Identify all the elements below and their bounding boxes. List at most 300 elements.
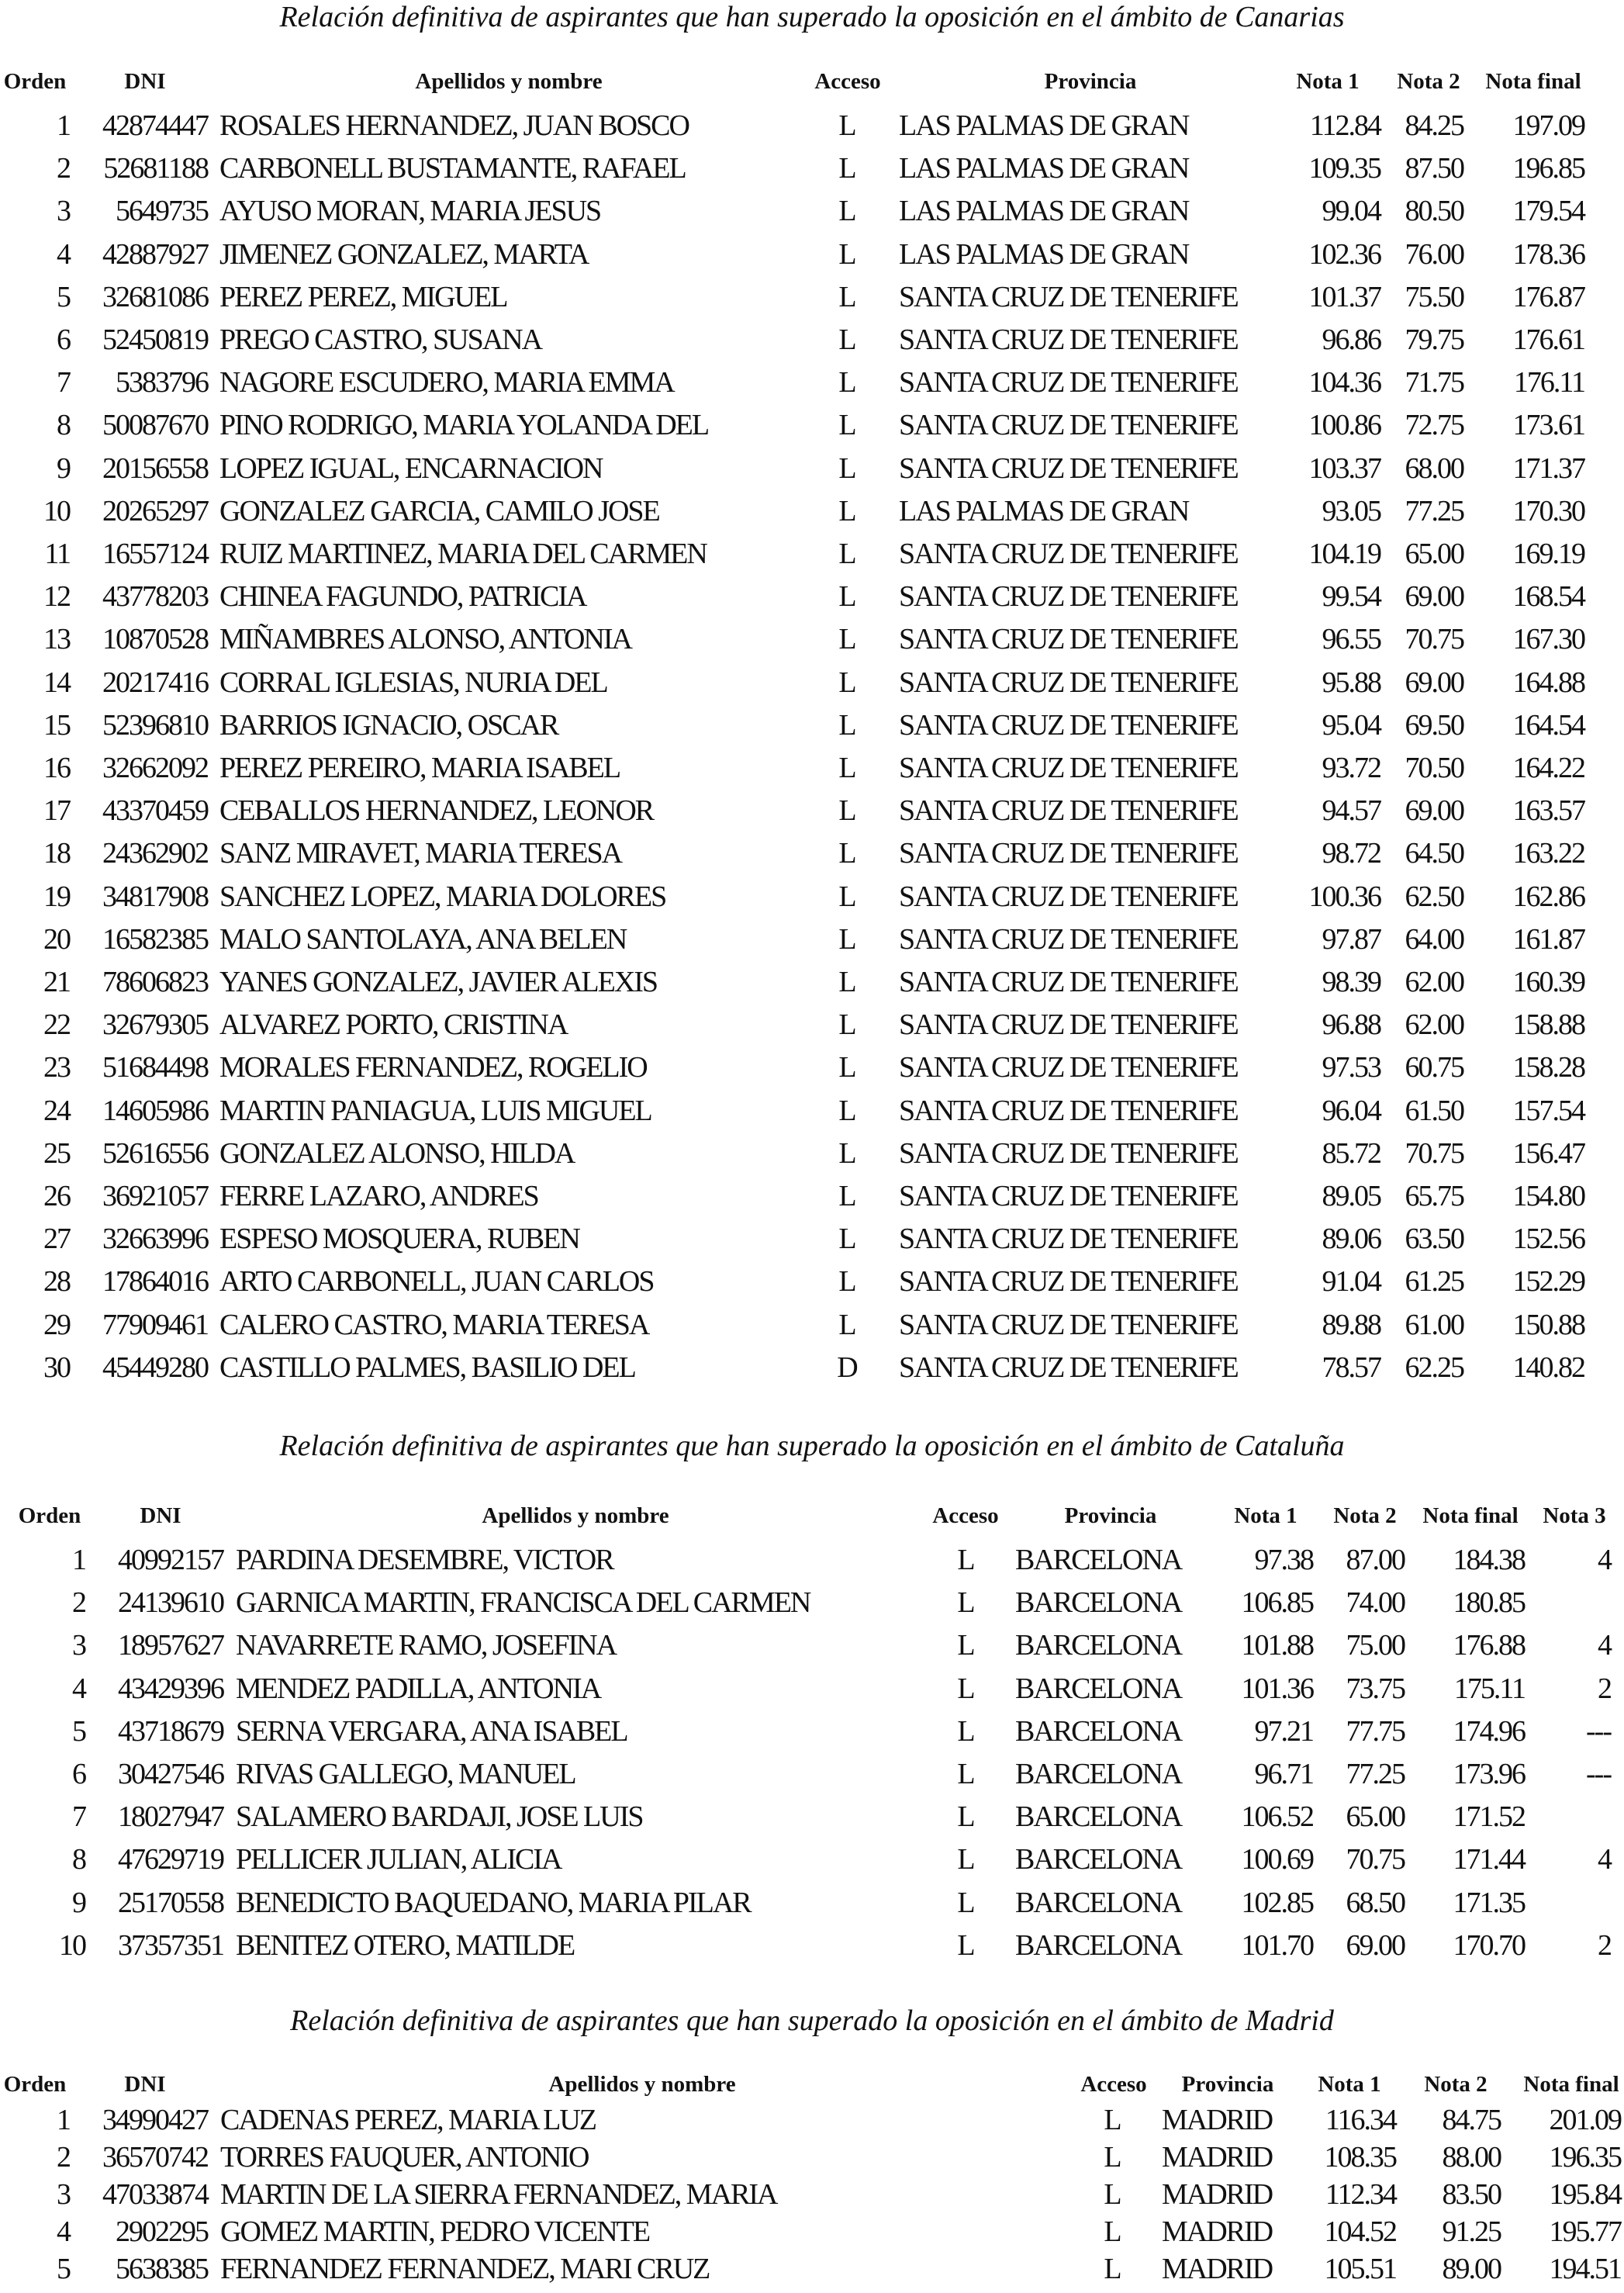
cell-name: GONZALEZ ALONSO, HILDA (219, 1136, 575, 1170)
column-header-nota-1: Nota 1 (1318, 2072, 1381, 2097)
cell-nota-final: 176.61 (1512, 323, 1584, 356)
cell-acceso: L (957, 1672, 974, 1705)
cell-name: ALVAREZ PORTO, CRISTINA (219, 1008, 568, 1042)
cell-nota-final: 160.39 (1512, 966, 1584, 998)
cell-nota-1: 101.36 (1241, 1672, 1313, 1705)
column-header-orden: Orden (18, 1503, 81, 1528)
cell-orden: 12 (43, 580, 70, 614)
cell-nota-final: 169.19 (1512, 538, 1584, 570)
cell-nota-2: 72.75 (1405, 409, 1463, 442)
cell-nota-final: 176.88 (1453, 1629, 1525, 1662)
cell-orden: 10 (43, 494, 70, 527)
cell-acceso: L (838, 538, 855, 570)
cell-nota-final: 158.28 (1512, 1051, 1584, 1084)
cell-orden: 6 (72, 1758, 85, 1790)
cell-nota-final: 152.56 (1512, 1223, 1584, 1256)
cell-nota-1: 78.57 (1322, 1351, 1380, 1384)
cell-dni: 42887927 (102, 237, 208, 271)
cell-nota-2: 79.75 (1405, 323, 1463, 356)
cell-nota-1: 99.04 (1322, 195, 1380, 228)
cell-nota-final: 201.09 (1549, 2104, 1621, 2136)
cell-provincia: SANTA CRUZ DE TENERIFE (899, 1051, 1238, 1084)
column-header-dni: DNI (140, 1503, 181, 1528)
cell-nota-1: 89.05 (1322, 1180, 1380, 1212)
cell-name: CHINEA FAGUNDO, PATRICIA (219, 580, 586, 614)
cell-nota-1: 101.70 (1241, 1928, 1313, 1962)
cell-dni: 47033874 (102, 2178, 208, 2211)
cell-name: SANZ MIRAVET, MARIA TERESA (219, 837, 622, 870)
cell-name: MARTIN DE LA SIERRA FERNANDEZ, MARIA (220, 2178, 777, 2211)
cell-name: JIMENEZ GONZALEZ, MARTA (219, 237, 589, 271)
cell-provincia: LAS PALMAS DE GRAN (899, 109, 1189, 142)
cell-nota-final: 176.11 (1513, 366, 1584, 399)
cell-dni: 47629719 (118, 1843, 223, 1876)
cell-acceso: L (838, 280, 855, 313)
cell-acceso: L (838, 666, 855, 699)
cell-provincia: SANTA CRUZ DE TENERIFE (899, 366, 1238, 399)
cell-nota-1: 104.52 (1324, 2215, 1396, 2248)
cell-nota-3: 2 (1598, 1928, 1611, 1962)
cell-orden: 1 (57, 2104, 70, 2136)
cell-acceso: L (838, 1136, 855, 1170)
cell-nota-1: 104.36 (1308, 366, 1380, 399)
column-header-nota-3: Nota 3 (1543, 1503, 1606, 1528)
cell-name: BENITEZ OTERO, MATILDE (236, 1928, 575, 1962)
cell-orden: 9 (57, 451, 70, 485)
cell-provincia: SANTA CRUZ DE TENERIFE (899, 880, 1238, 913)
cell-nota-final: 157.54 (1512, 1094, 1584, 1127)
cell-dni: 43718679 (118, 1714, 223, 1748)
cell-name: MIÑAMBRES ALONSO, ANTONIA (219, 623, 631, 656)
cell-nota-2: 61.00 (1405, 1308, 1463, 1341)
cell-provincia: SANTA CRUZ DE TENERIFE (899, 794, 1238, 828)
cell-nota-2: 77.75 (1346, 1714, 1405, 1748)
cell-orden: 3 (57, 195, 70, 228)
cell-name: YANES GONZALEZ, JAVIER ALEXIS (219, 966, 658, 998)
cell-dni: 50087670 (102, 409, 208, 442)
cell-name: PARDINA DESEMBRE, VICTOR (236, 1544, 613, 1576)
cell-nota-2: 60.75 (1405, 1051, 1463, 1084)
cell-provincia: SANTA CRUZ DE TENERIFE (899, 580, 1238, 614)
cell-acceso: L (1104, 2178, 1121, 2211)
cell-nota-2: 75.00 (1346, 1629, 1405, 1662)
cell-nota-final: 178.36 (1512, 237, 1584, 271)
cell-orden: 2 (57, 152, 70, 185)
column-header-name: Apellidos y nombre (548, 2072, 736, 2097)
cell-name: SERNA VERGARA, ANA ISABEL (236, 1714, 627, 1748)
cell-nota-1: 93.72 (1322, 752, 1380, 784)
cell-nota-1: 97.87 (1322, 922, 1380, 956)
column-header-acceso: Acceso (814, 69, 881, 94)
cell-name: SANCHEZ LOPEZ, MARIA DOLORES (219, 880, 666, 913)
cell-acceso: L (838, 195, 855, 228)
cell-dni: 43429396 (118, 1672, 223, 1705)
cell-provincia: BARCELONA (1015, 1586, 1182, 1620)
cell-nota-final: 175.11 (1453, 1672, 1525, 1705)
cell-provincia: LAS PALMAS DE GRAN (899, 237, 1189, 271)
cell-orden: 4 (57, 2215, 70, 2248)
cell-orden: 18 (43, 837, 70, 870)
cell-nota-final: 171.37 (1512, 451, 1584, 485)
cell-provincia: MADRID (1162, 2253, 1273, 2285)
cell-provincia: SANTA CRUZ DE TENERIFE (899, 323, 1238, 356)
cell-name: GARNICA MARTIN, FRANCISCA DEL CARMEN (236, 1586, 810, 1620)
cell-nota-1: 100.69 (1241, 1843, 1313, 1876)
column-header-nota-1: Nota 1 (1234, 1503, 1297, 1528)
cell-nota-2: 65.75 (1405, 1180, 1463, 1212)
cell-orden: 7 (72, 1800, 85, 1834)
cell-orden: 17 (43, 794, 70, 828)
cell-name: SALAMERO BARDAJI, JOSE LUIS (236, 1800, 643, 1834)
cell-name: TORRES FAUQUER, ANTONIO (220, 2141, 589, 2174)
cell-nota-final: 196.85 (1512, 152, 1584, 185)
cell-nota-1: 112.34 (1325, 2178, 1396, 2211)
cell-nota-1: 96.55 (1322, 623, 1380, 656)
cell-orden: 14 (43, 666, 70, 699)
cell-dni: 36921057 (102, 1180, 208, 1212)
cell-orden: 24 (43, 1094, 70, 1127)
cell-nota-final: 161.87 (1512, 922, 1584, 956)
cell-nota-2: 88.00 (1442, 2141, 1501, 2174)
cell-dni: 10870528 (102, 623, 208, 656)
cell-nota-1: 101.37 (1308, 280, 1380, 313)
cell-nota-2: 69.00 (1405, 580, 1463, 614)
cell-nota-1: 96.71 (1254, 1758, 1313, 1790)
cell-orden: 4 (57, 237, 70, 271)
cell-name: RIVAS GALLEGO, MANUEL (236, 1758, 575, 1790)
cell-name: BARRIOS IGNACIO, OSCAR (219, 708, 558, 742)
cell-nota-1: 112.84 (1309, 109, 1380, 142)
cell-nota-2: 69.50 (1405, 708, 1463, 742)
cell-name: CEBALLOS HERNANDEZ, LEONOR (219, 794, 654, 828)
cell-nota-final: 171.52 (1453, 1800, 1525, 1834)
cell-provincia: MADRID (1162, 2178, 1273, 2211)
cell-acceso: L (838, 1265, 855, 1299)
cell-dni: 25170558 (118, 1886, 223, 1919)
cell-name: PEREZ PEREZ, MIGUEL (219, 280, 507, 313)
cell-orden: 1 (57, 109, 70, 142)
cell-provincia: SANTA CRUZ DE TENERIFE (899, 752, 1238, 784)
cell-nota-final: 152.29 (1512, 1265, 1584, 1299)
cell-acceso: L (838, 708, 855, 742)
cell-acceso: L (1104, 2141, 1121, 2174)
cell-provincia: SANTA CRUZ DE TENERIFE (899, 538, 1238, 570)
cell-nota-3: 4 (1598, 1843, 1611, 1876)
cell-nota-1: 100.36 (1308, 880, 1380, 913)
cell-nota-2: 75.50 (1405, 280, 1463, 313)
cell-orden: 23 (43, 1051, 70, 1084)
cell-provincia: LAS PALMAS DE GRAN (899, 152, 1189, 185)
cell-nota-2: 73.75 (1346, 1672, 1405, 1705)
column-header-provincia: Provincia (1064, 1503, 1157, 1528)
cell-provincia: SANTA CRUZ DE TENERIFE (899, 1136, 1238, 1170)
cell-nota-final: 174.96 (1453, 1714, 1525, 1748)
cell-acceso: L (838, 1308, 855, 1341)
cell-acceso: L (838, 1223, 855, 1256)
cell-dni: 52396810 (102, 708, 208, 742)
cell-nota-1: 89.06 (1322, 1223, 1380, 1256)
cell-nota-final: 163.57 (1512, 794, 1584, 828)
cell-provincia: SANTA CRUZ DE TENERIFE (899, 837, 1238, 870)
cell-nota-final: 164.54 (1512, 708, 1584, 742)
cell-orden: 7 (57, 366, 70, 399)
cell-acceso: L (838, 1180, 855, 1212)
column-header-name: Apellidos y nombre (415, 69, 603, 94)
cell-name: PINO RODRIGO, MARIA YOLANDA DEL (219, 409, 709, 442)
cell-provincia: SANTA CRUZ DE TENERIFE (899, 966, 1238, 998)
cell-provincia: LAS PALMAS DE GRAN (899, 195, 1189, 228)
cell-orden: 20 (43, 922, 70, 956)
cell-acceso: L (838, 494, 855, 527)
cell-nota-1: 98.72 (1322, 837, 1380, 870)
cell-nota-2: 70.50 (1405, 752, 1463, 784)
column-header-provincia: Provincia (1044, 69, 1137, 94)
cell-nota-1: 96.88 (1322, 1008, 1380, 1042)
cell-nota-final: 163.22 (1512, 837, 1584, 870)
cell-dni: 32679305 (102, 1008, 208, 1042)
cell-nota-final: 150.88 (1512, 1308, 1584, 1341)
cell-nota-final: 176.87 (1512, 280, 1584, 313)
cell-nota-final: 158.88 (1512, 1008, 1584, 1042)
cell-dni: 45449280 (102, 1351, 208, 1384)
column-header-orden: Orden (3, 69, 67, 94)
cell-acceso: L (838, 323, 855, 356)
cell-nota-final: 167.30 (1512, 623, 1584, 656)
cell-nota-final: 164.22 (1512, 752, 1584, 784)
cell-nota-2: 70.75 (1405, 1136, 1463, 1170)
cell-name: LOPEZ IGUAL, ENCARNACION (219, 451, 603, 485)
cell-orden: 3 (57, 2178, 70, 2211)
cell-nota-1: 96.86 (1322, 323, 1380, 356)
cell-dni: 51684498 (102, 1051, 208, 1084)
cell-nota-1: 91.04 (1322, 1265, 1380, 1299)
column-header-acceso: Acceso (932, 1503, 999, 1528)
cell-acceso: L (957, 1586, 974, 1620)
cell-name: CASTILLO PALMES, BASILIO DEL (219, 1351, 635, 1384)
column-header-nota-2: Nota 2 (1333, 1503, 1397, 1528)
cell-nota-1: 97.53 (1322, 1051, 1380, 1084)
section-title: Relación definitiva de aspirantes que han superado la oposición en el ámbito de Cataluña (279, 1430, 1345, 1462)
cell-nota-final: 170.70 (1453, 1928, 1525, 1962)
cell-nota-2: 83.50 (1442, 2178, 1501, 2211)
cell-acceso: L (838, 109, 855, 142)
cell-nota-3: --- (1586, 1714, 1611, 1748)
column-header-name: Apellidos y nombre (482, 1503, 669, 1528)
column-header-dni: DNI (124, 2072, 166, 2097)
cell-provincia: SANTA CRUZ DE TENERIFE (899, 451, 1238, 485)
cell-provincia: SANTA CRUZ DE TENERIFE (899, 1265, 1238, 1299)
cell-dni: 78606823 (102, 966, 208, 998)
cell-provincia: SANTA CRUZ DE TENERIFE (899, 1094, 1238, 1127)
cell-orden: 11 (44, 538, 70, 570)
cell-name: FERRE LAZARO, ANDRES (219, 1180, 538, 1212)
cell-provincia: BARCELONA (1015, 1672, 1182, 1705)
cell-provincia: SANTA CRUZ DE TENERIFE (899, 409, 1238, 442)
cell-name: BENEDICTO BAQUEDANO, MARIA PILAR (236, 1886, 751, 1919)
cell-orden: 8 (72, 1843, 85, 1876)
cell-nota-1: 109.35 (1308, 152, 1380, 185)
cell-acceso: L (838, 880, 855, 913)
cell-dni: 5649735 (116, 195, 208, 228)
cell-nota-1: 105.51 (1324, 2253, 1396, 2285)
cell-nota-2: 61.25 (1405, 1265, 1463, 1299)
cell-nota-final: 164.88 (1512, 666, 1584, 699)
cell-orden: 8 (57, 409, 70, 442)
cell-provincia: SANTA CRUZ DE TENERIFE (899, 1180, 1238, 1212)
cell-dni: 2902295 (116, 2215, 208, 2248)
cell-nota-2: 91.25 (1442, 2215, 1501, 2248)
cell-nota-final: 171.35 (1453, 1886, 1525, 1919)
cell-provincia: BARCELONA (1015, 1886, 1182, 1919)
cell-orden: 16 (43, 752, 70, 784)
cell-name: NAGORE ESCUDERO, MARIA EMMA (219, 366, 674, 399)
cell-nota-final: 196.35 (1549, 2141, 1621, 2174)
cell-acceso: L (957, 1544, 974, 1576)
cell-dni: 16582385 (102, 922, 208, 956)
cell-nota-1: 93.05 (1322, 494, 1380, 527)
cell-orden: 13 (43, 623, 70, 656)
cell-acceso: L (838, 966, 855, 998)
cell-name: MARTIN PANIAGUA, LUIS MIGUEL (219, 1094, 651, 1127)
cell-nota-2: 62.00 (1405, 966, 1463, 998)
cell-nota-1: 116.34 (1325, 2104, 1396, 2136)
cell-nota-1: 108.35 (1324, 2141, 1396, 2174)
cell-name: PREGO CASTRO, SUSANA (219, 323, 542, 356)
cell-nota-final: 140.82 (1512, 1351, 1584, 1384)
cell-name: ESPESO MOSQUERA, RUBEN (219, 1223, 579, 1256)
section-title: Relación definitiva de aspirantes que han superado la oposición en el ámbito de Madrid (290, 2004, 1334, 2037)
cell-acceso: L (1104, 2104, 1121, 2136)
cell-orden: 25 (43, 1136, 70, 1170)
cell-dni: 32662092 (102, 752, 208, 784)
cell-orden: 27 (43, 1223, 70, 1256)
cell-nota-1: 102.36 (1308, 237, 1380, 271)
cell-name: NAVARRETE RAMO, JOSEFINA (236, 1629, 617, 1662)
cell-provincia: LAS PALMAS DE GRAN (899, 494, 1189, 527)
cell-provincia: BARCELONA (1015, 1843, 1182, 1876)
cell-name: CARBONELL BUSTAMANTE, RAFAEL (219, 152, 686, 185)
cell-nota-final: 173.61 (1512, 409, 1584, 442)
cell-provincia: MADRID (1162, 2215, 1273, 2248)
column-header-provincia: Provincia (1181, 2072, 1274, 2097)
cell-nota-2: 77.25 (1405, 494, 1463, 527)
cell-nota-2: 62.00 (1405, 1008, 1463, 1042)
cell-dni: 34990427 (102, 2104, 208, 2136)
cell-name: RUIZ MARTINEZ, MARIA DEL CARMEN (219, 538, 707, 570)
cell-dni: 14605986 (102, 1094, 208, 1127)
cell-dni: 43778203 (102, 580, 208, 614)
cell-nota-1: 97.21 (1254, 1714, 1313, 1748)
cell-provincia: BARCELONA (1015, 1800, 1182, 1834)
column-header-nota-2: Nota 2 (1424, 2072, 1488, 2097)
cell-nota-1: 95.04 (1322, 708, 1380, 742)
cell-orden: 19 (43, 880, 70, 913)
cell-nota-1: 89.88 (1322, 1308, 1380, 1341)
cell-nota-2: 62.50 (1405, 880, 1463, 913)
cell-nota-2: 64.00 (1405, 922, 1463, 956)
cell-orden: 29 (43, 1308, 70, 1341)
cell-provincia: SANTA CRUZ DE TENERIFE (899, 1223, 1238, 1256)
cell-dni: 43370459 (102, 794, 208, 828)
cell-dni: 34817908 (102, 880, 208, 913)
cell-name: FERNANDEZ FERNANDEZ, MARI CRUZ (220, 2253, 710, 2285)
cell-orden: 15 (43, 708, 70, 742)
column-header-nota-final: Nota final (1523, 2072, 1619, 2097)
cell-name: GONZALEZ GARCIA, CAMILO JOSE (219, 494, 659, 527)
cell-nota-2: 64.50 (1405, 837, 1463, 870)
cell-nota-1: 94.57 (1322, 794, 1380, 828)
cell-provincia: SANTA CRUZ DE TENERIFE (899, 623, 1238, 656)
cell-name: ARTO CARBONELL, JUAN CARLOS (219, 1265, 654, 1299)
cell-dni: 20217416 (102, 666, 208, 699)
cell-acceso: L (838, 623, 855, 656)
cell-acceso: L (957, 1843, 974, 1876)
cell-nota-2: 69.00 (1346, 1928, 1405, 1962)
cell-nota-2: 68.00 (1405, 451, 1463, 485)
cell-nota-2: 71.75 (1405, 366, 1463, 399)
cell-nota-2: 62.25 (1405, 1351, 1463, 1384)
cell-nota-final: 184.38 (1453, 1544, 1525, 1576)
column-header-dni: DNI (124, 69, 166, 94)
cell-nota-final: 168.54 (1512, 580, 1584, 614)
cell-nota-2: 89.00 (1442, 2253, 1501, 2285)
cell-orden: 9 (72, 1886, 85, 1919)
cell-nota-2: 69.00 (1405, 794, 1463, 828)
cell-orden: 1 (72, 1544, 85, 1576)
cell-orden: 5 (72, 1714, 85, 1748)
cell-acceso: L (838, 451, 855, 485)
cell-acceso: L (838, 837, 855, 870)
cell-nota-final: 179.54 (1512, 195, 1584, 228)
column-header-nota-final: Nota final (1422, 1503, 1519, 1528)
cell-acceso: L (1104, 2215, 1121, 2248)
cell-nota-2: 84.25 (1405, 109, 1463, 142)
cell-orden: 2 (57, 2141, 70, 2174)
cell-acceso: L (838, 237, 855, 271)
cell-provincia: SANTA CRUZ DE TENERIFE (899, 708, 1238, 742)
cell-nota-2: 87.00 (1346, 1544, 1405, 1576)
section-title: Relación definitiva de aspirantes que han superado la oposición en el ámbito de Canarias (279, 1, 1345, 33)
cell-nota-final: 156.47 (1512, 1136, 1584, 1170)
cell-nota-1: 98.39 (1322, 966, 1380, 998)
cell-orden: 6 (57, 323, 70, 356)
cell-dni: 5638385 (116, 2253, 208, 2285)
cell-orden: 10 (59, 1928, 85, 1962)
cell-dni: 24139610 (118, 1586, 223, 1620)
cell-orden: 21 (43, 966, 70, 998)
cell-dni: 40992157 (118, 1544, 223, 1576)
cell-nota-1: 102.85 (1241, 1886, 1313, 1919)
cell-provincia: MADRID (1162, 2141, 1273, 2174)
cell-dni: 24362902 (102, 837, 208, 870)
cell-nota-1: 106.85 (1241, 1586, 1313, 1620)
cell-nota-2: 84.75 (1442, 2104, 1501, 2136)
cell-name: CALERO CASTRO, MARIA TERESA (219, 1308, 649, 1341)
cell-dni: 52681188 (103, 152, 208, 185)
cell-nota-2: 69.00 (1405, 666, 1463, 699)
cell-name: PELLICER JULIAN, ALICIA (236, 1843, 561, 1876)
cell-nota-2: 74.00 (1346, 1586, 1405, 1620)
column-header-nota-1: Nota 1 (1296, 69, 1360, 94)
cell-acceso: L (957, 1800, 974, 1834)
cell-acceso: L (838, 922, 855, 956)
cell-acceso: L (838, 1051, 855, 1084)
cell-orden: 3 (72, 1629, 85, 1662)
column-header-nota-final: Nota final (1485, 69, 1581, 94)
cell-dni: 32681086 (102, 280, 208, 313)
cell-nota-1: 85.72 (1322, 1136, 1380, 1170)
cell-name: ROSALES HERNANDEZ, JUAN BOSCO (219, 109, 689, 142)
